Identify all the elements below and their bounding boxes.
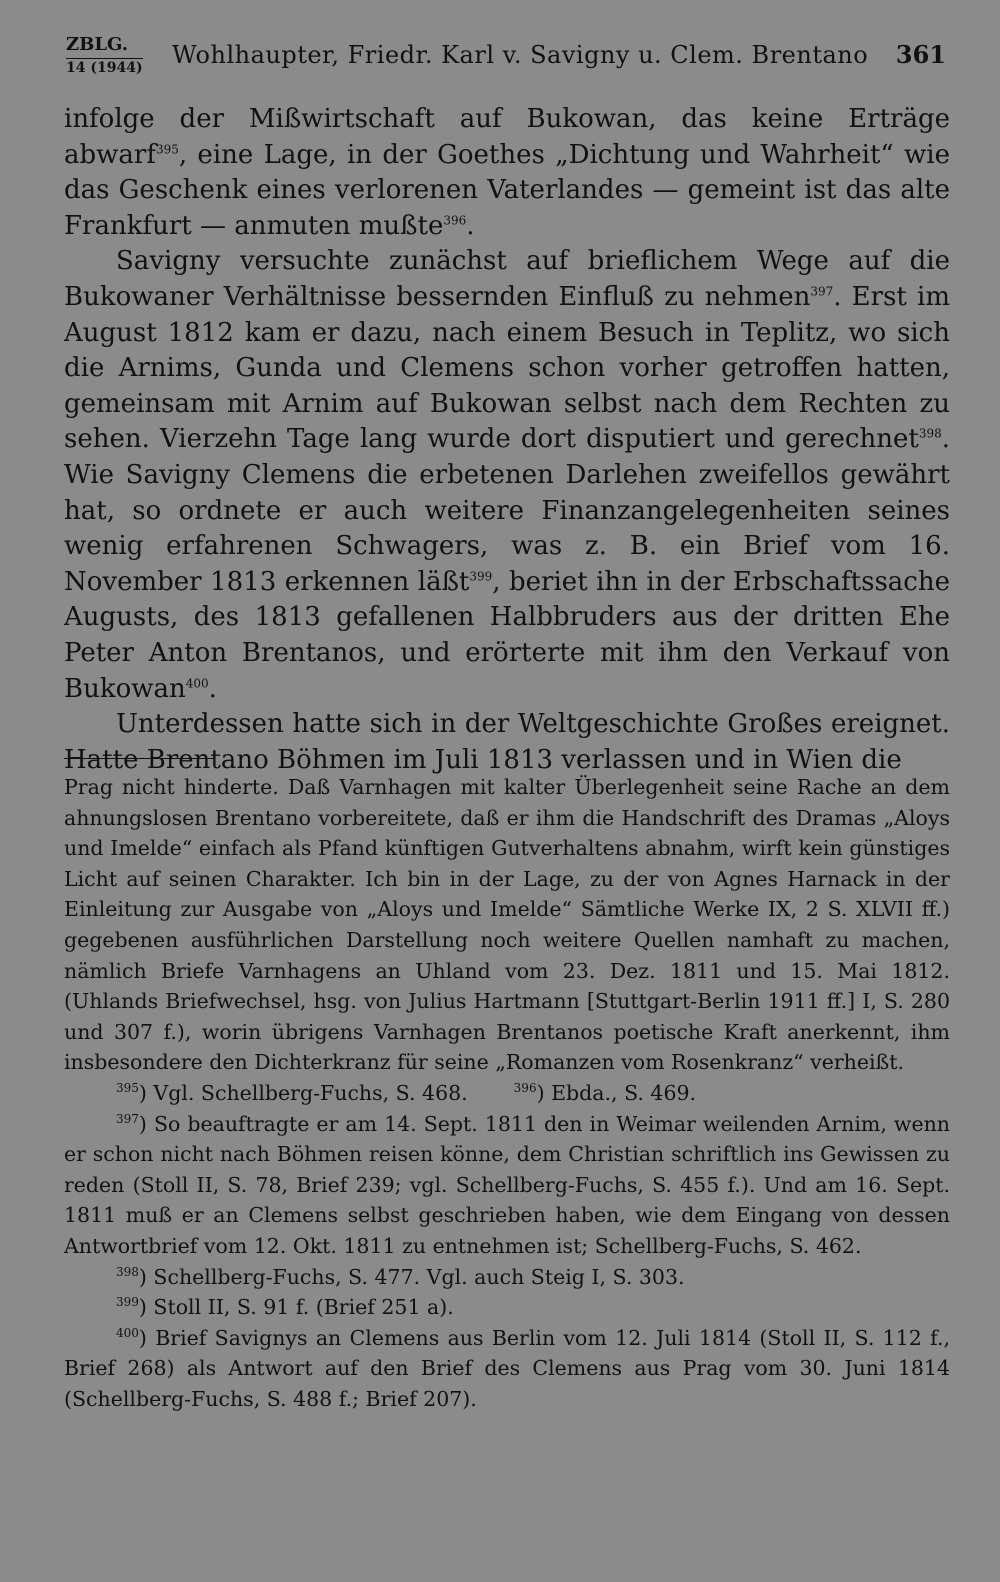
- footnotes: [64, 772, 950, 1414]
- main-text: [64, 102, 950, 778]
- footnote-ref-400[interactable]: 400: [185, 675, 209, 690]
- footnote-number-395: 395: [116, 1081, 139, 1096]
- footnote-396-text: ) Ebda., S. 469.: [536, 1080, 697, 1105]
- footnote-395-text: ) Vgl. Schellberg-Fuchs, S. 468.: [138, 1080, 468, 1105]
- footnote-number-397: 397: [116, 1111, 139, 1126]
- footnote-400-text: ) Brief Savignys an Clemens aus Berlin vom 12. Juli 1814 (Stoll II, S. 112 f., Brief 268) als Antwort auf den Brief des Clemens aus Prag vom 30. Juni 1814 (Schellberg-Fuchs, S. 488 f.; Brief 207).: [64, 1325, 950, 1411]
- footnote-ref-399[interactable]: 399: [469, 569, 493, 584]
- text-run: .: [208, 673, 217, 704]
- paragraph-3: Unterdessen hatte sich in der Weltgeschichte Großes ereignet. Hatte Brentano Böhmen im Juli 1813 verlassen und in Wien die: [64, 709, 950, 775]
- text-run: .: [466, 210, 475, 241]
- footnote-number-400: 400: [116, 1325, 139, 1340]
- journal-volume: 14 (1944): [66, 60, 143, 76]
- journal-abbreviation: ZBLG.: [66, 34, 129, 55]
- text-run: infolge der Mißwirtschaft auf Bukowan, das keine Erträge abwarf: [64, 104, 950, 170]
- text-run: Savigny versuchte zunächst auf brieflichem Wege auf die Bukowaner Verhältnisse bessernden Einfluß zu nehmen: [64, 246, 950, 312]
- footnote-ref-396[interactable]: 396: [443, 213, 467, 228]
- footnote-397-text: ) So beauftragte er am 14. Sept. 1811 den in Weimar weilenden Arnim, wenn er schon nicht nach Böhmen reisen könne, dem Christian schriftlich ins Gewissen zu reden (Stoll II, S. 78, Brief 239; vgl. Schellberg-Fuchs, S. 455 f.). Und am 16. Sept. 1811 muß er an Clemens selbst geschrieben haben, wie dem Eingang von dessen Antwortbrief vom 12. Okt. 1811 zu entnehmen ist; Schellberg-Fuchs, S. 462.: [64, 1111, 950, 1258]
- footnote-ref-395[interactable]: 395: [155, 141, 179, 156]
- text-run: , eine Lage, in der Goethes „Dichtung und Wahrheit“ wie das Geschenk eines verlorenen Vaterlandes — gemeint ist das alte Frankfurt — anmuten mußte: [64, 139, 950, 241]
- footnote-399: [64, 1292, 950, 1323]
- footnote-number-398: 398: [116, 1264, 139, 1279]
- running-title: Wohlhaupter, Friedr. Karl v. Savigny u. Clem. Brentano: [172, 41, 869, 69]
- footnote-ref-397[interactable]: 397: [810, 284, 834, 299]
- page-number: 361: [895, 40, 946, 69]
- text-run: . Erst im August 1812 kam er dazu, nach einem Besuch in Teplitz, wo sich die Arnims, Gunda und Clemens schon vorher getroffen hatten, gemeinsam mit Arnim auf Bukowan selbst nach dem Rechten zu sehen. Vierzehn Tage lang wurde dort disputiert und gerechnet: [64, 281, 950, 455]
- footnote-number-396: 396: [513, 1081, 537, 1096]
- text-run: , beriet ihn in der Erbschaftssache Augusts, des 1813 gefallenen Halbbruders aus der dritten Ehe Peter Anton Brentanos, und erörterte mit ihm den Verkauf von Bukowan: [64, 566, 950, 704]
- footnote-399-text: ) Stoll II, S. 91 f. (Brief 251 a).: [138, 1295, 454, 1320]
- footnote-ref-398[interactable]: 398: [918, 426, 942, 441]
- paragraph-1: [64, 102, 950, 244]
- footnote-continued: Prag nicht hinderte. Daß Varnhagen mit kalter Überlegenheit seine Rache an dem ahnungslosen Brentano vorbereitete, daß er ihm die Handschrift des Dramas „Aloys und Imelde“ einfach als Pfand künftigen Gutverhaltens abnahm, wirft kein günstiges Licht auf seinen Charakter. Ich bin in der Lage, zu der von Agnes Harnack in der Einleitung zur Ausgabe von „Aloys und Imelde“ Sämtliche Werke IX, 2 S. XLVII ff.) gegebenen ausführlichen Darstellung noch weitere Quellen namhaft zu machen, nämlich Briefe Varnhagens an Uhland vom 23. Dez. 1811 und 15. Mai 1812. (Uhlands Briefwechsel, hsg. von Julius Hartmann [Stuttgart-Berlin 1911 ff.] I, S. 280 und 307 f.), worin übrigens Varnhagen Brentanos poetische Kraft anerkennt, ihm insbesondere den Dichterkranz für seine „Romanzen vom Rosenkranz“ verheißt.: [64, 775, 950, 1075]
- footnote-398-text: ) Schellberg-Fuchs, S. 477. Vgl. auch Steig I, S. 303.: [138, 1264, 685, 1289]
- footnote-395-396: [64, 1078, 950, 1109]
- paragraph-2: [64, 244, 950, 707]
- page-header: [60, 30, 950, 80]
- footnote-400: [64, 1323, 950, 1415]
- text-run: . Wie Savigny Clemens die erbetenen Darlehen zweifellos gewährt hat, so ordnete er auch weitere Finanzangelegenheiten seines wenig erfahrenen Schwagers, was z. B. ein Brief vom 16. November 1813 erkennen läßt: [64, 424, 950, 597]
- footnote-number-399: 399: [116, 1295, 139, 1310]
- footnote-separator: [64, 758, 214, 759]
- footnote-397: [64, 1109, 950, 1262]
- footnote-398: [64, 1262, 950, 1293]
